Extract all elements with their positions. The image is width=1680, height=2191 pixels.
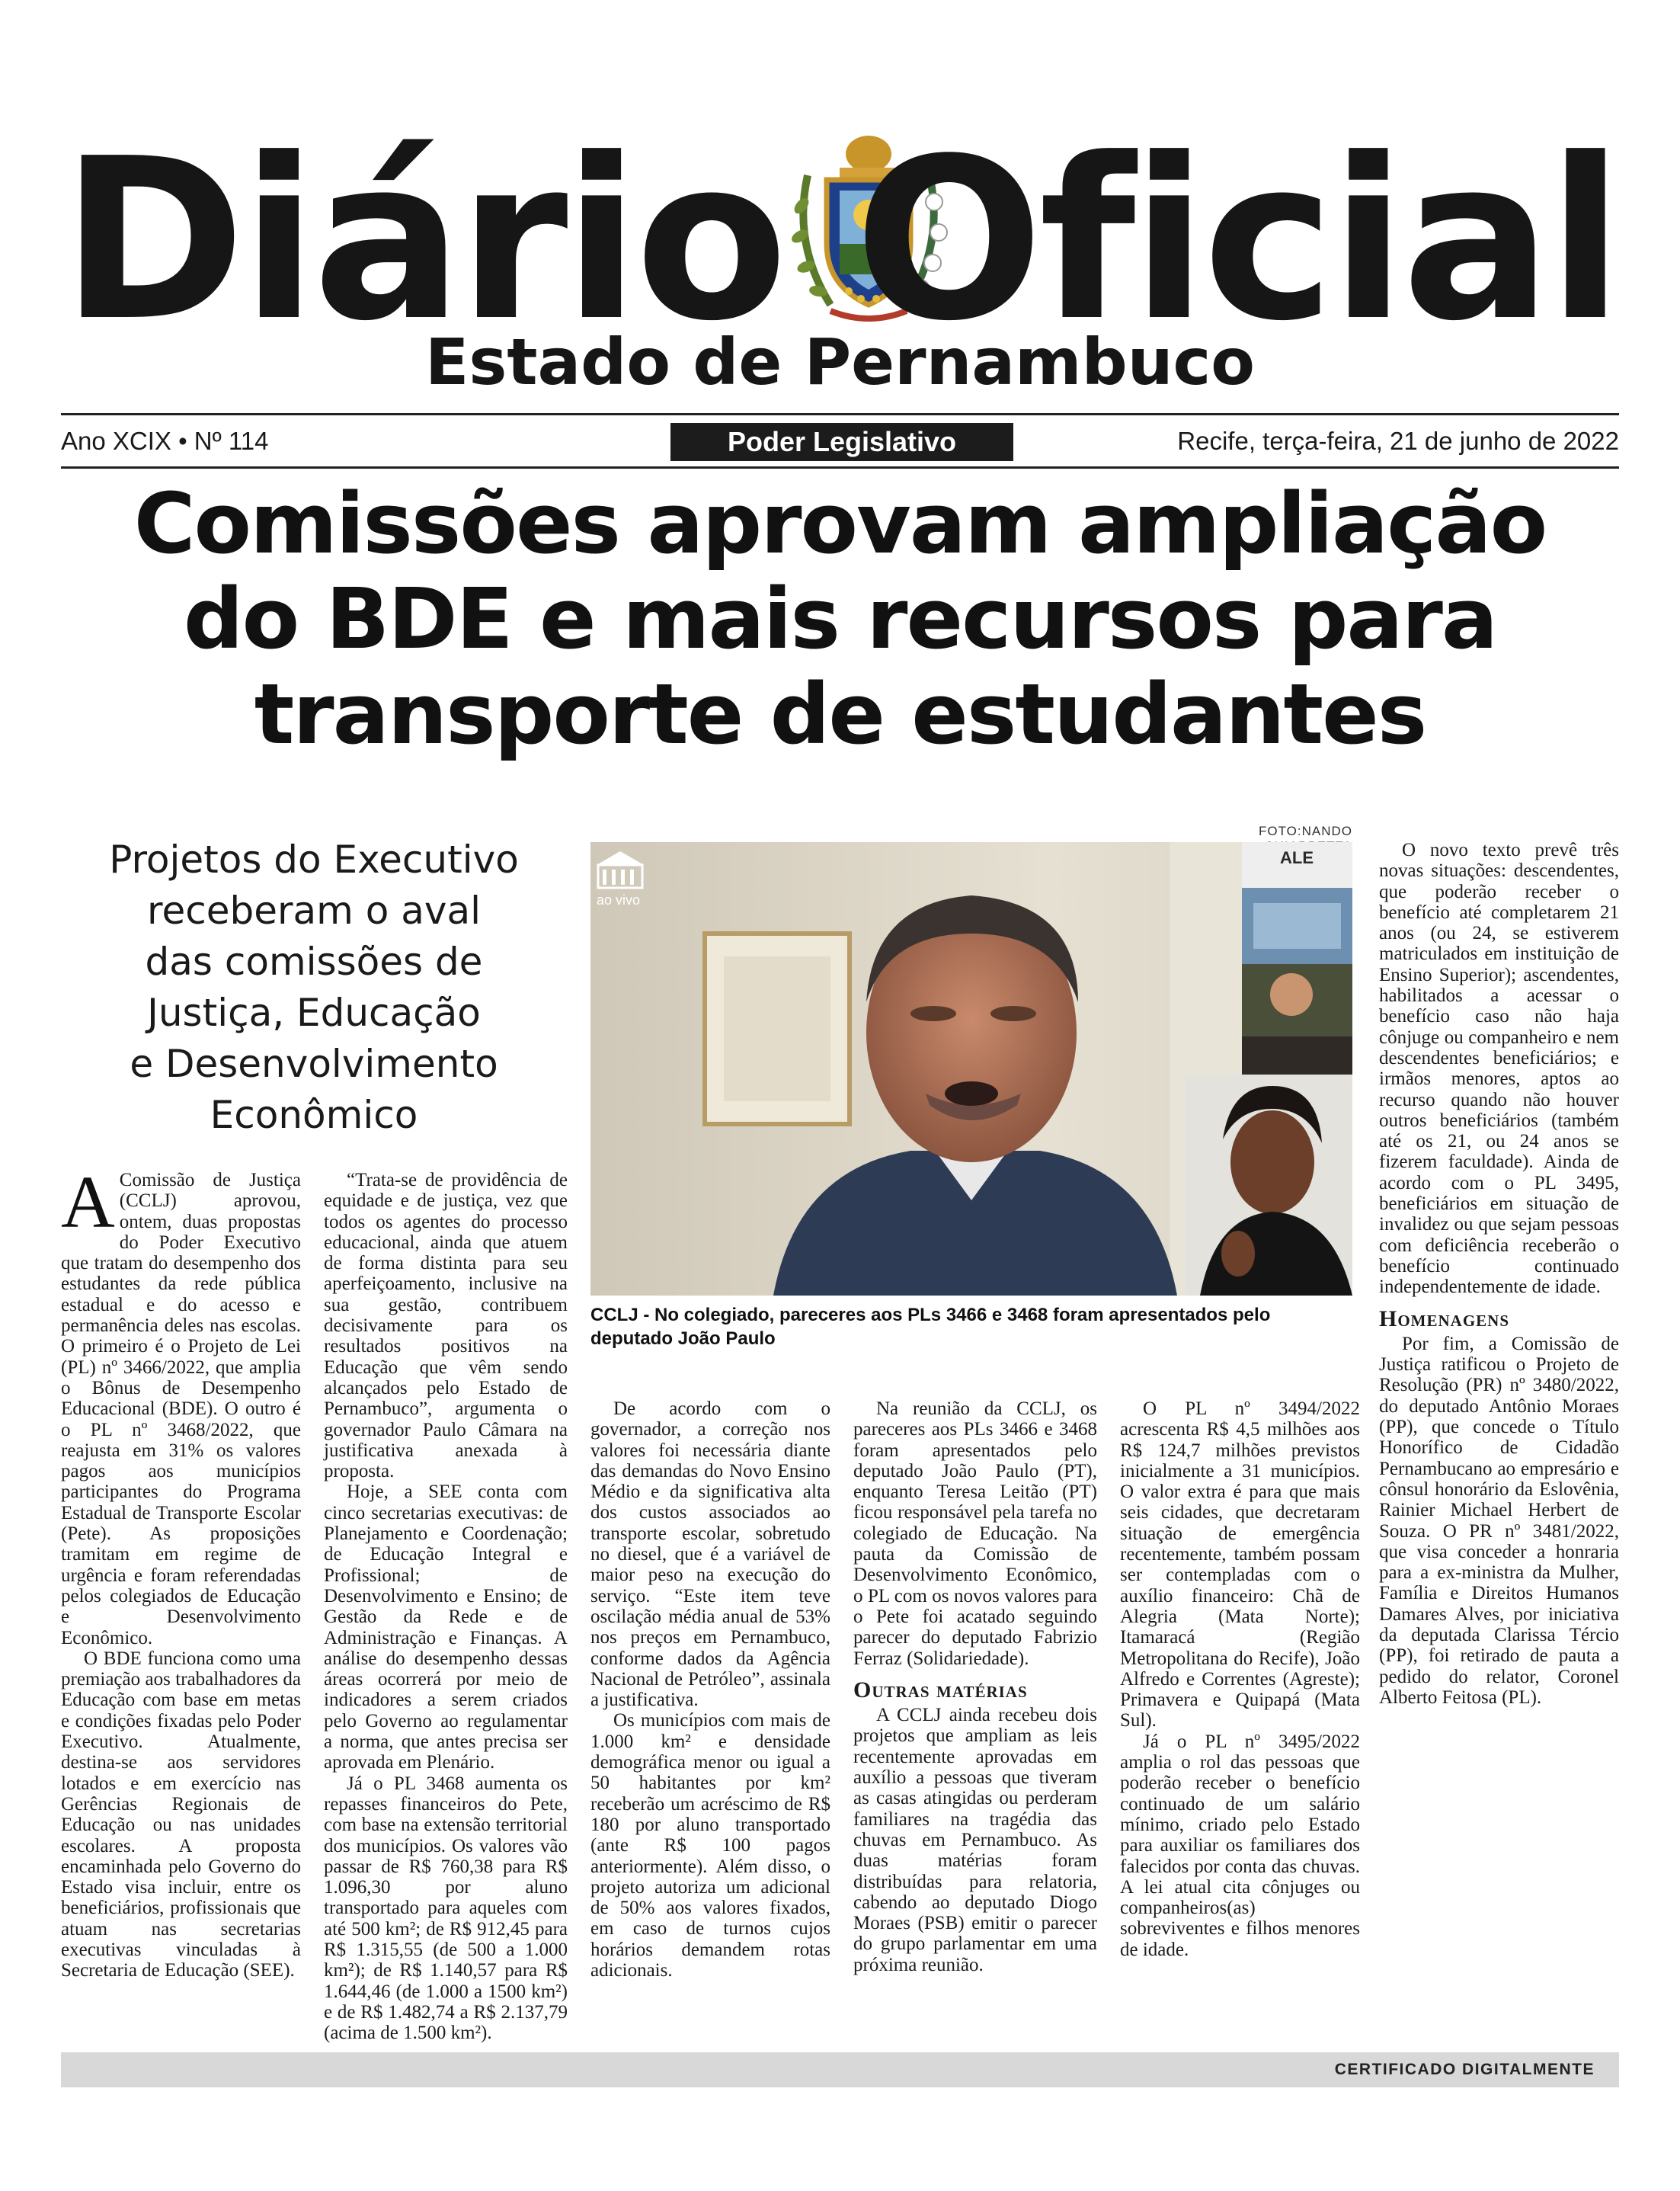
article-paragraph: O novo texto prevê três novas situações: descendentes, que poderão receber o benefício até completarem 21 anos (ou 24, se estiverem matriculados em instituição de Ensino Superior); ascendentes, habilitados a acessar o benefício caso não haja cônjuge ou companheiro e nem descendentes beneficiários; e irmãos menores, aptos ao recurso quando não houver outros beneficiários (também até os 21, ou 24 anos se fizerem faculdade). Ainda de acordo com o PL 3495, beneficiários em situação de invalidez ou que sejam pessoas com deficiência receberão o benefício continuado independentemente de idade. xyxy=(1379,840,1619,1298)
article-paragraph: O PL nº 3494/2022 acrescenta R$ 4,5 milhões aos R$ 124,7 milhões previstos inicialmente a 31 municípios. O valor extra é para que mais seis cidades, que decretaram situação de emergência recentemente, também possam ser contempladas com o auxílio financeiro: Chã de Alegria (Mata Norte); Itamaracá (Região Metropolitana do Recife), João Alfredo e Correntes (Agreste); Primavera e Quipapá (Mata Sul). xyxy=(1120,1398,1360,1731)
article-column-1 xyxy=(61,1161,301,1981)
subhead-homenagens: Homenagens xyxy=(1379,1305,1510,1331)
article-column-6 xyxy=(1379,840,1619,1708)
headline xyxy=(61,476,1619,762)
deck-line: Projetos do Executivo xyxy=(109,838,519,882)
article-paragraph: “Trata-se de providência de equidade e de justiça, vez que todos os agentes do processo educacional, ainda que atuem de forma distinta para seu aperfeiçoamento, inclusive na sua gestão, contribuem decisivamente para os resultados positivos na Educação que vêm sendo alcançados pelo Estado de Pernambuco”, argumenta o governador Paulo Câmara na justificativa anexada à proposta. xyxy=(324,1170,568,1482)
digital-certification-label: CERTIFICADO DIGITALMENTE xyxy=(1334,2061,1595,2078)
photo-overlay-brand: ALE xyxy=(1280,848,1314,867)
deck-line: das comissões de xyxy=(145,940,483,984)
masthead-title-left: Diário xyxy=(61,111,784,370)
article-paragraph: De acordo com o governador, a correção nos valores foi necessária diante das demandas do Novo Ensino Médio e da significativa alta dos custos associados ao transporte escolar, sobretudo no diesel, que é a variável de maior peso na execução do serviço. “Este item teve oscilação média anual de 53% nos preços em Pernambuco, conforme dados da Agência Nacional de Petróleo”, assinala a justificativa. xyxy=(590,1398,830,1711)
article-column-4 xyxy=(853,1398,1097,1975)
article-paragraph: Por fim, a Comissão de Justiça ratificou o Projeto de Resolução (PR) nº 3480/2022, do deputado Antônio Moraes (PP), que concede o Título Honorífico de Cidadão Pernambucano ao empresário e cônsul honorário da Eslovênia, Rainier Michael Herbert de Souza. O PR nº 3481/2022, que visa conceder a honraria para a ex-ministra da Mulher, Família e Direitos Humanos Damares Alves, por iniciativa da deputada Clarissa Tércio (PP), foi retirado de pauta a pedido do relator, Coronel Alberto Feitosa (PL). xyxy=(1379,1333,1619,1708)
footer-bar xyxy=(61,2052,1619,2087)
issue-number: Ano XCIX • Nº 114 xyxy=(61,427,269,455)
article-column-3 xyxy=(590,1398,830,1981)
dateline: Recife, terça-feira, 21 de junho de 2022 xyxy=(1177,427,1619,455)
article-paragraph: Na reunião da CCLJ, os pareceres aos PLs 3466 e 3468 foram apresentados pelo deputado João Paulo (PT), enquanto Teresa Leitão (PT) ficou responsável pela tarefa no colegiado de Educação. Na pauta da Comissão de Desenvolvimento Econômico, o PL com os novos valores para o Pete foi acatado seguindo parecer do deputado Fabrizio Ferraz (Solidariedade). xyxy=(853,1398,1097,1669)
headline-line: transporte de estudantes xyxy=(254,665,1426,763)
article-paragraph: Hoje, a SEE conta com cinco secretarias executivas: de Planejamento e Coordenação; de Educação Integral e Profissional; de Desenvolvimento e Ensino; de Gestão da Rede e de Administração e Finanças. A análise do desempenho dessas áreas ocorrerá por meio de indicadores a serem criados pelo Governo ao regulamentar a norma, que antes precisa ser aprovada em Plenário. xyxy=(324,1481,568,1773)
article-paragraph: A Comissão de Justiça (CCLJ) aprovou, ontem, duas propostas do Poder Executivo que tratam do desempenho dos estudantes da rede pública estadual e do acesso e permanência deles nas escolas. O primeiro é o Projeto de Lei (PL) nº 3466/2022, que amplia o Bônus de Desempenho Educacional (BDE). O outro é o PL nº 3468/2022, que reajusta em 31% os valores pagos aos municípios participantes do Programa Estadual de Transporte Escolar (Pete). As proposições tramitam em regime de urgência e foram referendadas pelos colegiados de Educação e Desenvolvimento Econômico. xyxy=(61,1161,301,1648)
article-column-2 xyxy=(324,1170,568,2043)
deck-line: e Desenvolvimento xyxy=(130,1042,498,1086)
photo-caption: CCLJ - No colegiado, pareceres aos PLs 3466 e 3468 foram apresentados pelo deputado João Paulo xyxy=(590,1305,1271,1349)
section-label: Poder Legislativo xyxy=(670,423,1013,461)
headline-line: Comissões aprovam ampliação xyxy=(133,475,1547,572)
article-photo xyxy=(590,842,1352,1296)
article-paragraph: Os municípios com mais de 1.000 km² e densidade demográfica menor ou igual a 50 habitantes por km² receberão um acréscimo de R$ 180 por aluno transportado (ante R$ 100 pagos anteriormente). Além disso, o projeto autoriza um adicional de 50% aos valores fixados, em caso de turnos cujos horários demandem rotas adicionais. xyxy=(590,1710,830,1981)
article-paragraph: O BDE funciona como uma premiação aos trabalhadores da Educação com base em metas e condições fixadas pelo Poder Executivo. Atualmente, destina-se aos servidores lotados e em exercício nas Gerências Regionais de Educação ou nas unidades escolares. A proposta encaminhada pelo Governo do Estado visa incluir, entre os beneficiários, profissionais que atuam nas secretarias executivas vinculadas à Secretaria de Educação (SEE). xyxy=(61,1648,301,1981)
info-bar-bottom-rule xyxy=(61,466,1619,469)
masthead-subtitle: Estado de Pernambuco xyxy=(424,325,1256,399)
article-paragraph: A CCLJ ainda recebeu dois projetos que ampliam as leis recentemente aprovadas em auxílio a pessoas que tiveram as casas atingidas ou perderam familiares na tragédia das chuvas em Pernambuco. As duas matérias foram distribuídas para relatoria, cabendo ao deputado Diogo Moraes (PSB) emitir o parecer do grupo parlamentar em uma próxima reunião. xyxy=(853,1705,1097,1975)
photo-overlay-live: ao vivo xyxy=(597,892,641,908)
article-column-5 xyxy=(1120,1398,1360,1960)
photo-credit: FOTO:NANDO xyxy=(1258,824,1352,838)
info-bar-top-rule xyxy=(61,413,1619,415)
deck-line: Econômico xyxy=(210,1093,418,1137)
masthead-title-right: Oficial xyxy=(854,111,1619,370)
deck xyxy=(70,834,558,1141)
deck-line: receberam o aval xyxy=(146,889,481,933)
article-paragraph: Já o PL nº 3495/2022 amplia o rol das pessoas que poderão receber o benefício continuado de um salário mínimo, criado pelo Estado para auxiliar os familiares dos falecidos por conta das chuvas. A lei atual cita cônjuges ou companheiros(as) sobreviventes e filhos menores de idade. xyxy=(1120,1731,1360,1960)
dropcap: A xyxy=(61,1161,115,1244)
article-paragraph: Já o PL 3468 aumenta os repasses financeiros do Pete, com base na extensão territorial dos municípios. Os valores vão passar de R$ 760,38 para R$ 1.096,30 por aluno transportado para aqueles com até 500 km²; de R$ 912,45 para R$ 1.315,55 (de 500 a 1.000 km²); de R$ 1.140,57 para R$ 1.644,46 (de 1.000 a 1500 km²) e de R$ 1.482,74 a R$ 2.137,79 (acima de 1.500 km²). xyxy=(324,1773,568,2044)
subhead-outras-materias: Outras matérias xyxy=(853,1677,1028,1703)
headline-line: do BDE e mais recursos para xyxy=(183,570,1497,668)
deck-line: Justiça, Educação xyxy=(147,991,481,1035)
